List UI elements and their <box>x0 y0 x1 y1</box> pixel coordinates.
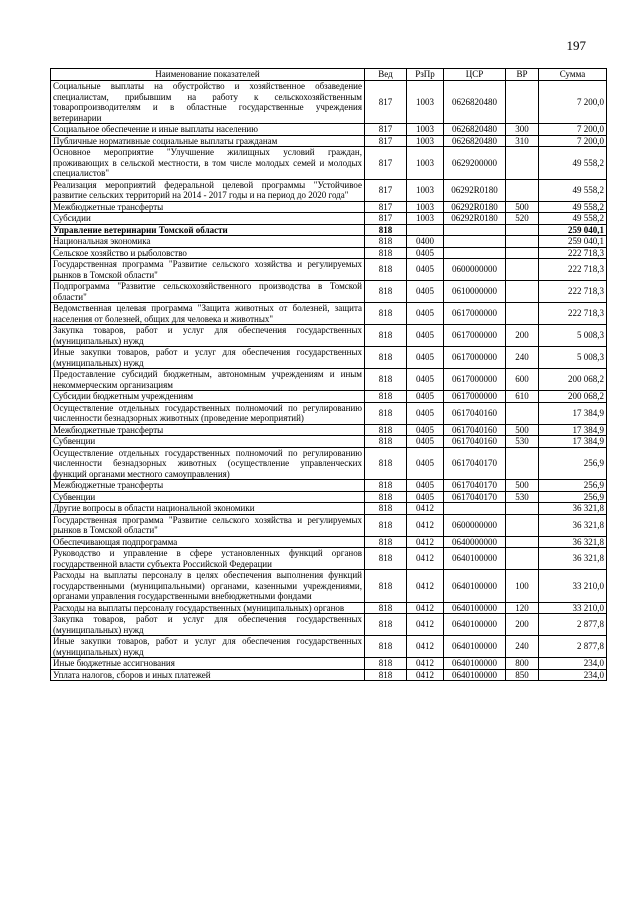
cell-sum: 49 558,2 <box>539 147 607 180</box>
cell-name: Ведомственная целевая программа "Защита животных от болезней, защита населения от болезней, общих для человека и животных" <box>51 303 365 325</box>
cell-rzpr: 0412 <box>407 548 444 570</box>
cell-sum: 259 040,1 <box>539 236 607 248</box>
cell-rzpr: 0412 <box>407 614 444 636</box>
cell-vr <box>506 303 539 325</box>
table-row <box>51 236 607 248</box>
cell-name: Предоставление субсидий бюджетным, автономным учреждениям и иным некоммерческим организациям <box>51 369 365 391</box>
cell-vr: 850 <box>506 669 539 681</box>
cell-sum: 200 068,2 <box>539 391 607 403</box>
cell-sum: 234,0 <box>539 658 607 670</box>
cell-ved: 818 <box>365 224 407 236</box>
header-vr: ВР <box>506 69 539 81</box>
cell-vr <box>506 281 539 303</box>
cell-rzpr: 0405 <box>407 281 444 303</box>
table-row <box>51 303 607 325</box>
table-row <box>51 447 607 480</box>
cell-ved: 818 <box>365 491 407 503</box>
cell-name: Основное мероприятие "Улучшение жилищных условий граждан, проживающих в сельской местности, в том числе молодых семей и молодых специалистов" <box>51 147 365 180</box>
cell-sum: 7 200,0 <box>539 135 607 147</box>
cell-vr <box>506 447 539 480</box>
table-row <box>51 536 607 548</box>
table-row <box>51 614 607 636</box>
cell-csr <box>444 224 506 236</box>
cell-name: Межбюджетные трансферты <box>51 424 365 436</box>
cell-rzpr: 1003 <box>407 213 444 225</box>
cell-sum: 36 321,8 <box>539 536 607 548</box>
cell-vr <box>506 224 539 236</box>
cell-name: Социальное обеспечение и иные выплаты населению <box>51 124 365 136</box>
cell-sum: 36 321,8 <box>539 548 607 570</box>
cell-name: Закупка товаров, работ и услуг для обеспечения государственных (муниципальных) нужд <box>51 325 365 347</box>
cell-name: Иные закупки товаров, работ и услуг для обеспечения государственных (муниципальных) нужд <box>51 636 365 658</box>
cell-csr: 0600000000 <box>444 514 506 536</box>
cell-rzpr: 0405 <box>407 447 444 480</box>
cell-csr: 0626820480 <box>444 81 506 124</box>
cell-vr <box>506 514 539 536</box>
cell-rzpr: 0405 <box>407 391 444 403</box>
cell-ved: 818 <box>365 259 407 281</box>
cell-vr: 500 <box>506 201 539 213</box>
table-row <box>51 147 607 180</box>
cell-vr: 200 <box>506 614 539 636</box>
cell-csr: 0617000000 <box>444 369 506 391</box>
table-row <box>51 636 607 658</box>
cell-csr: 0640100000 <box>444 636 506 658</box>
cell-ved: 818 <box>365 669 407 681</box>
cell-csr: 0617040160 <box>444 436 506 448</box>
table-row <box>51 402 607 424</box>
cell-name: Уплата налогов, сборов и иных платежей <box>51 669 365 681</box>
cell-csr: 0617040170 <box>444 480 506 492</box>
cell-name: Межбюджетные трансферты <box>51 480 365 492</box>
budget-table <box>50 68 607 681</box>
cell-csr: 06292R0180 <box>444 201 506 213</box>
cell-rzpr: 1003 <box>407 81 444 124</box>
cell-ved: 818 <box>365 303 407 325</box>
cell-csr: 0640100000 <box>444 669 506 681</box>
header-name: Наименование показателей <box>51 69 365 81</box>
table-row <box>51 213 607 225</box>
cell-name: Социальные выплаты на обустройство и хозяйственное обзаведение специалистам, прибывшим на работу к сельскохозяйственным товаропроизводителям и в областные государственные учреждения ветеринарии <box>51 81 365 124</box>
cell-vr: 610 <box>506 391 539 403</box>
cell-name: Другие вопросы в области национальной экономики <box>51 503 365 515</box>
cell-vr: 300 <box>506 124 539 136</box>
cell-sum: 49 558,2 <box>539 179 607 201</box>
cell-csr: 0626820480 <box>444 135 506 147</box>
cell-rzpr: 0405 <box>407 424 444 436</box>
table-row <box>51 514 607 536</box>
cell-sum: 7 200,0 <box>539 124 607 136</box>
cell-ved: 818 <box>365 281 407 303</box>
cell-name: Осуществление отдельных государственных полномочий по регулированию численности безнадзорных животных (проведение мероприятий) <box>51 402 365 424</box>
cell-rzpr: 0400 <box>407 236 444 248</box>
page-number: 197 <box>566 38 586 53</box>
table-row <box>51 658 607 670</box>
cell-name: Реализация мероприятий федеральной целевой программы "Устойчивое развитие сельских территорий на 2014 - 2017 годы и на период до 2020 года" <box>51 179 365 201</box>
header-csr: ЦСР <box>444 69 506 81</box>
cell-sum: 5 008,3 <box>539 347 607 369</box>
cell-ved: 818 <box>365 514 407 536</box>
cell-name: Расходы на выплаты персоналу в целях обеспечения выполнения функций государственными (муниципальными) органами, казенными учреждениями, органами управления государственными внебюджетными фондами <box>51 570 365 603</box>
cell-name: Руководство и управление в сфере установленных функций органов государственной власти субъекта Российской Федерации <box>51 548 365 570</box>
cell-rzpr: 0405 <box>407 491 444 503</box>
cell-name: Сельское хозяйство и рыболовство <box>51 247 365 259</box>
cell-vr <box>506 536 539 548</box>
cell-csr <box>444 236 506 248</box>
cell-name: Иные бюджетные ассигнования <box>51 658 365 670</box>
table-row <box>51 281 607 303</box>
cell-name: Субсидии <box>51 213 365 225</box>
cell-ved: 818 <box>365 503 407 515</box>
cell-ved: 818 <box>365 636 407 658</box>
cell-csr: 0617000000 <box>444 347 506 369</box>
cell-rzpr: 0412 <box>407 669 444 681</box>
cell-ved: 818 <box>365 658 407 670</box>
cell-rzpr: 0405 <box>407 402 444 424</box>
cell-sum: 222 718,3 <box>539 303 607 325</box>
cell-ved: 817 <box>365 147 407 180</box>
cell-sum: 222 718,3 <box>539 281 607 303</box>
cell-ved: 818 <box>365 480 407 492</box>
cell-ved: 817 <box>365 135 407 147</box>
cell-ved: 818 <box>365 614 407 636</box>
cell-name: Управление ветеринарии Томской области <box>51 224 365 236</box>
cell-name: Субсидии бюджетным учреждениям <box>51 391 365 403</box>
cell-sum: 36 321,8 <box>539 514 607 536</box>
cell-sum: 259 040,1 <box>539 224 607 236</box>
cell-vr: 500 <box>506 480 539 492</box>
table-row <box>51 669 607 681</box>
cell-rzpr <box>407 224 444 236</box>
cell-sum: 5 008,3 <box>539 325 607 347</box>
cell-vr <box>506 81 539 124</box>
cell-csr: 0640100000 <box>444 570 506 603</box>
cell-sum: 33 210,0 <box>539 602 607 614</box>
cell-vr <box>506 236 539 248</box>
cell-vr <box>506 147 539 180</box>
cell-vr <box>506 503 539 515</box>
cell-ved: 817 <box>365 81 407 124</box>
cell-vr: 520 <box>506 213 539 225</box>
table-row <box>51 347 607 369</box>
cell-csr: 0640100000 <box>444 658 506 670</box>
table-row <box>51 179 607 201</box>
cell-rzpr: 0412 <box>407 514 444 536</box>
cell-rzpr: 0405 <box>407 347 444 369</box>
cell-csr: 0617000000 <box>444 391 506 403</box>
cell-vr: 530 <box>506 436 539 448</box>
cell-vr: 200 <box>506 325 539 347</box>
cell-csr: 0600000000 <box>444 259 506 281</box>
cell-vr: 800 <box>506 658 539 670</box>
cell-sum: 256,9 <box>539 491 607 503</box>
cell-vr: 100 <box>506 570 539 603</box>
cell-csr <box>444 247 506 259</box>
cell-name: Государственная программа "Развитие сельского хозяйства и регулируемых рынков в Томской области" <box>51 259 365 281</box>
table-row <box>51 491 607 503</box>
cell-sum: 222 718,3 <box>539 259 607 281</box>
cell-ved: 817 <box>365 124 407 136</box>
cell-rzpr: 0412 <box>407 602 444 614</box>
table-row <box>51 436 607 448</box>
cell-name: Субвенции <box>51 491 365 503</box>
cell-rzpr: 0412 <box>407 636 444 658</box>
cell-sum: 234,0 <box>539 669 607 681</box>
cell-csr: 06292R0180 <box>444 179 506 201</box>
cell-ved: 817 <box>365 179 407 201</box>
table-header-row <box>51 69 607 81</box>
cell-name: Осуществление отдельных государственных полномочий по регулированию численности безнадзорных животных (осуществление управленческих функций органами местного самоуправления) <box>51 447 365 480</box>
cell-vr <box>506 259 539 281</box>
cell-sum: 49 558,2 <box>539 213 607 225</box>
header-rzpr: РзПр <box>407 69 444 81</box>
table-row <box>51 81 607 124</box>
table-row <box>51 570 607 603</box>
cell-ved: 818 <box>365 236 407 248</box>
cell-rzpr: 0405 <box>407 325 444 347</box>
cell-rzpr: 0412 <box>407 570 444 603</box>
cell-vr: 310 <box>506 135 539 147</box>
cell-sum: 7 200,0 <box>539 81 607 124</box>
cell-rzpr: 0405 <box>407 369 444 391</box>
cell-vr: 240 <box>506 636 539 658</box>
header-ved: Вед <box>365 69 407 81</box>
cell-vr: 120 <box>506 602 539 614</box>
table-row <box>51 247 607 259</box>
table-row <box>51 548 607 570</box>
cell-ved: 818 <box>365 548 407 570</box>
cell-rzpr: 0405 <box>407 436 444 448</box>
cell-sum: 17 384,9 <box>539 424 607 436</box>
cell-name: Расходы на выплаты персоналу государственных (муниципальных) органов <box>51 602 365 614</box>
cell-csr <box>444 503 506 515</box>
cell-vr: 500 <box>506 424 539 436</box>
cell-csr: 0640100000 <box>444 614 506 636</box>
cell-rzpr: 1003 <box>407 147 444 180</box>
cell-rzpr: 0405 <box>407 303 444 325</box>
table-row <box>51 480 607 492</box>
cell-name: Обеспечивающая подпрограмма <box>51 536 365 548</box>
cell-vr: 240 <box>506 347 539 369</box>
cell-name: Субвенции <box>51 436 365 448</box>
cell-csr: 0626820480 <box>444 124 506 136</box>
table-row <box>51 325 607 347</box>
table-row <box>51 224 607 236</box>
cell-ved: 818 <box>365 402 407 424</box>
cell-name: Публичные нормативные социальные выплаты гражданам <box>51 135 365 147</box>
cell-csr: 0617000000 <box>444 303 506 325</box>
cell-ved: 818 <box>365 424 407 436</box>
cell-name: Подпрограмма "Развитие сельскохозяйственного производства в Томской области" <box>51 281 365 303</box>
cell-rzpr: 0412 <box>407 658 444 670</box>
cell-ved: 818 <box>365 325 407 347</box>
cell-sum: 2 877,8 <box>539 636 607 658</box>
cell-vr <box>506 179 539 201</box>
cell-rzpr: 0405 <box>407 259 444 281</box>
cell-sum: 49 558,2 <box>539 201 607 213</box>
table-row <box>51 124 607 136</box>
cell-ved: 818 <box>365 447 407 480</box>
header-sum: Сумма <box>539 69 607 81</box>
cell-rzpr: 0412 <box>407 503 444 515</box>
cell-vr <box>506 247 539 259</box>
cell-csr: 0640000000 <box>444 536 506 548</box>
cell-csr: 0640100000 <box>444 602 506 614</box>
cell-vr: 530 <box>506 491 539 503</box>
cell-vr <box>506 548 539 570</box>
cell-name: Национальная экономика <box>51 236 365 248</box>
table-row <box>51 602 607 614</box>
cell-csr: 0617040170 <box>444 491 506 503</box>
cell-name: Иные закупки товаров, работ и услуг для обеспечения государственных (муниципальных) нужд <box>51 347 365 369</box>
cell-rzpr: 0405 <box>407 480 444 492</box>
cell-rzpr: 0405 <box>407 247 444 259</box>
cell-ved: 818 <box>365 369 407 391</box>
cell-sum: 222 718,3 <box>539 247 607 259</box>
cell-ved: 818 <box>365 391 407 403</box>
table-row <box>51 259 607 281</box>
cell-name: Закупка товаров, работ и услуг для обеспечения государственных (муниципальных) нужд <box>51 614 365 636</box>
table-row <box>51 503 607 515</box>
cell-rzpr: 1003 <box>407 179 444 201</box>
cell-ved: 818 <box>365 347 407 369</box>
cell-ved: 818 <box>365 536 407 548</box>
table-row <box>51 424 607 436</box>
table-row <box>51 391 607 403</box>
cell-vr: 600 <box>506 369 539 391</box>
cell-sum: 2 877,8 <box>539 614 607 636</box>
cell-csr: 0617040160 <box>444 402 506 424</box>
cell-ved: 818 <box>365 570 407 603</box>
cell-rzpr: 0412 <box>407 536 444 548</box>
cell-ved: 817 <box>365 213 407 225</box>
cell-vr <box>506 402 539 424</box>
cell-csr: 0617040170 <box>444 447 506 480</box>
cell-csr: 0640100000 <box>444 548 506 570</box>
cell-rzpr: 1003 <box>407 124 444 136</box>
cell-sum: 256,9 <box>539 447 607 480</box>
cell-name: Государственная программа "Развитие сельского хозяйства и регулируемых рынков в Томской области" <box>51 514 365 536</box>
cell-csr: 06292R0180 <box>444 213 506 225</box>
cell-name: Межбюджетные трансферты <box>51 201 365 213</box>
table-row <box>51 201 607 213</box>
cell-ved: 818 <box>365 436 407 448</box>
cell-sum: 256,9 <box>539 480 607 492</box>
cell-csr: 0617040160 <box>444 424 506 436</box>
cell-sum: 17 384,9 <box>539 436 607 448</box>
cell-rzpr: 1003 <box>407 135 444 147</box>
cell-sum: 33 210,0 <box>539 570 607 603</box>
cell-ved: 818 <box>365 247 407 259</box>
cell-rzpr: 1003 <box>407 201 444 213</box>
cell-csr: 0617000000 <box>444 325 506 347</box>
cell-sum: 200 068,2 <box>539 369 607 391</box>
cell-sum: 17 384,9 <box>539 402 607 424</box>
cell-csr: 0629200000 <box>444 147 506 180</box>
cell-csr: 0610000000 <box>444 281 506 303</box>
table-row <box>51 135 607 147</box>
cell-sum: 36 321,8 <box>539 503 607 515</box>
cell-ved: 818 <box>365 602 407 614</box>
table-row <box>51 369 607 391</box>
cell-ved: 817 <box>365 201 407 213</box>
